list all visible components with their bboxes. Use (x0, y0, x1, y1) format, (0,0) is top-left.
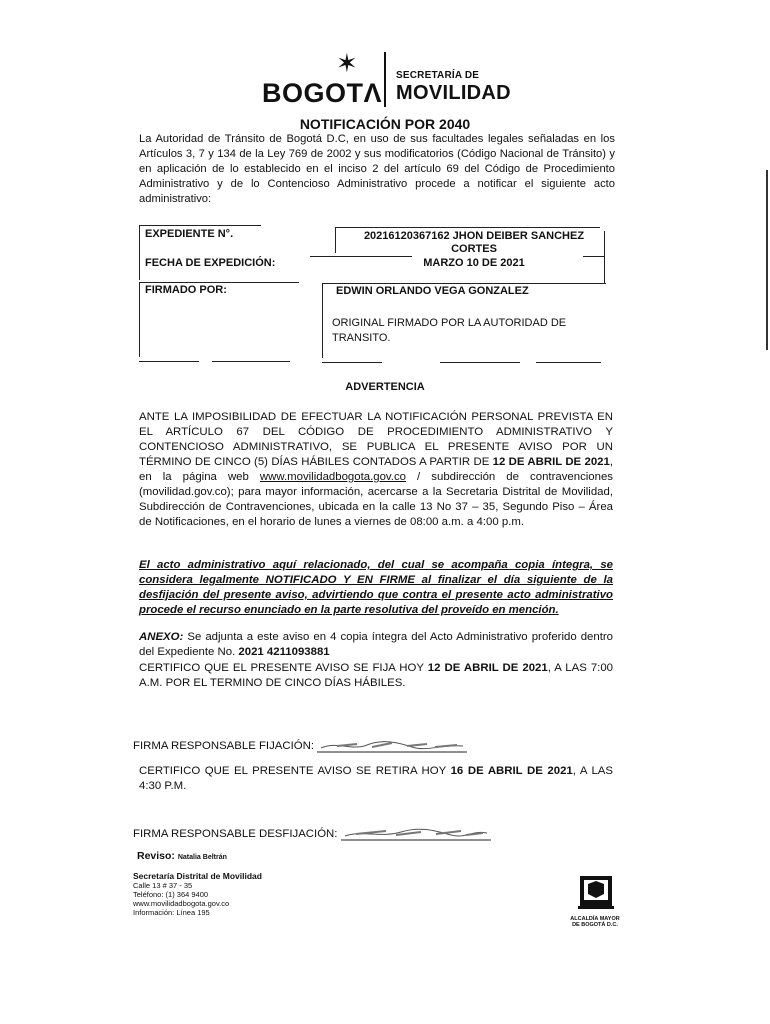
firma-fijacion-row (133, 738, 467, 754)
advertencia-caps: ANTE LA IMPOSIBILIDAD DE EFECTUAR LA NOTIFICACIÓN PERSONAL PREVISTA EN EL ARTÍCULO 67 DEL CÓDIGO DE PROCEDIMIENTO ADMINISTRATIVO Y CONTENCIOSO ADMINISTRATIVO, SE PUBLICA EL PRESENTE AVISO POR UN TÉRMINO DE CINCO (5) DÍAS HÁBILES CONTADOS A PARTIR DE (139, 411, 613, 468)
expediente-value: 20216120367162 JHON DEIBER SANCHEZ (363, 230, 585, 242)
scan-edge-mark (766, 170, 768, 350)
footer-web: www.movilidadbogota.gov.co (133, 899, 230, 908)
anexo-expediente: 2021 4211093881 (238, 646, 330, 658)
certifico-fija-paragraph (139, 661, 613, 691)
anexo-paragraph (139, 630, 613, 660)
table-line (536, 362, 601, 363)
fecha-label: FECHA DE EXPEDICIÓN: (145, 257, 276, 269)
alcaldia-line-2: DE BOGOTÁ D.C. (572, 922, 618, 928)
footer-entity: Secretaría Distrital de Movilidad (133, 871, 262, 881)
footer-phone: Teléfono: (1) 364 9400 (133, 890, 209, 899)
document-title: NOTIFICACIÓN POR 2040 (299, 116, 471, 132)
reviso-label: Reviso: (137, 850, 175, 862)
notificado-firme-paragraph: El acto administrativo aquí relacionado, del cual se acompaña copia íntegra, se considera legalmente NOTIFICADO Y EN FIRME al finalizar el día siguiente de la desfijación del presente aviso, advirtiendo que contra el presente acto administrativo procede el recurso enunciado en la parte resolutiva del proveído en mención. (139, 559, 613, 616)
firmado-label: FIRMADO POR: (145, 284, 227, 296)
table-line (139, 225, 261, 226)
star-logo-icon: ✶ (336, 48, 358, 78)
advertencia-text: , en la página web (139, 456, 613, 483)
certifico-fija-hora: , A LAS 7:00 A.M. POR EL TERMINO DE CINCO DÍAS HÁBILES. (139, 662, 613, 689)
table-line (322, 362, 382, 363)
table-line (335, 227, 600, 228)
certifico-fija-text: CERTIFICO QUE EL PRESENTE AVISO SE FIJA HOY (139, 662, 428, 674)
logo-divider (384, 52, 386, 107)
anexo-text: Se adjunta a este aviso en 4 copia íntegra del Acto Administrativo proferido dentro del Expediente No. (139, 631, 613, 658)
firmado-value: EDWIN ORLANDO VEGA GONZALEZ (336, 285, 529, 297)
table-line (139, 282, 299, 283)
advertencia-paragraph (139, 410, 613, 530)
table-line (212, 361, 290, 362)
firma-fijacion-signature (317, 738, 467, 754)
certifico-retira-text: CERTIFICO QUE EL PRESENTE AVISO SE RETIRA HOY (139, 765, 451, 777)
intro-paragraph: La Autoridad de Tránsito de Bogotá D.C, en uso de sus facultades legales señaladas en los Artículos 3, 7 y 134 de la Ley 769 de 2002 y sus modificatorios (Código Nacional de Tránsito) y en aplicación de lo establecido en el inciso 2 del artículo 69 del Código de Procedimiento Administrativo y de lo Contencioso Administrativo procede a notificar el siguiente acto administrativo: (139, 133, 615, 205)
fecha-retira: 16 DE ABRIL DE 2021 (450, 765, 573, 777)
expediente-label: EXPEDIENTE N°. (145, 228, 234, 240)
fecha-fija: 12 DE ABRIL DE 2021 (427, 662, 548, 674)
reviso-block (137, 850, 227, 862)
advertencia-text-cont: / subdirección de contravenciones (movilidad.gov.co); para mayor información, acercarse a la Secretaria Distrital de Movilidad, Subdirección de Contravenciones, ubicada en la calle 13 No 37 – 35, Segundo Piso – Área de Notificaciones, en el horario de lunes a viernes de 08:00 a.m. a 4:00 p.m. (139, 471, 613, 528)
table-vline (139, 282, 140, 357)
advertencia-title: ADVERTENCIA (345, 381, 425, 393)
table-line (440, 362, 520, 363)
bogota-logo: BOGOTΛ (262, 78, 383, 108)
table-vline (604, 231, 605, 283)
fecha-value: MARZO 10 DE 2021 (423, 257, 525, 269)
firma-fijacion-label: FIRMA RESPONSABLE FIJACIÓN: (133, 740, 315, 753)
firma-desfijacion-label: FIRMA RESPONSABLE DESFIJACIÓN: (133, 828, 338, 841)
table-line (322, 283, 606, 284)
footer-address: Calle 13 # 37 - 35 (133, 881, 193, 890)
table-vline (322, 283, 323, 358)
logo-secretaria: SECRETARÍA DE (396, 70, 480, 81)
firma-desfijacion-row (133, 826, 491, 842)
reviso-name: Natalia Beltrán (177, 854, 227, 861)
movilidad-web-link[interactable]: www.movilidadbogota.gov.co (259, 471, 406, 483)
alcaldia-label (557, 916, 633, 928)
table-line (139, 361, 199, 362)
footer-info: Información: Línea 195 (133, 908, 210, 917)
certifico-retira-hora: , A LAS 4:30 P.M. (139, 765, 613, 792)
anexo-label: ANEXO: (139, 631, 184, 643)
fecha-publicacion: 12 DE ABRIL DE 2021 (492, 456, 610, 468)
alcaldia-line-1: ALCALDÍA MAYOR (570, 916, 620, 922)
table-vline (139, 225, 140, 280)
table-vline (335, 227, 336, 253)
original-firmado-note: ORIGINAL FIRMADO POR LA AUTORIDAD DE TRANSITO. (332, 317, 567, 344)
expediente-value-cont: CORTES (451, 243, 497, 255)
bogota-crest-icon (574, 872, 618, 912)
firma-desfijacion-signature (341, 826, 491, 842)
footer-contact (133, 872, 262, 917)
logo-movilidad: MOVILIDAD (396, 82, 511, 104)
certifico-retira-paragraph (139, 764, 613, 794)
